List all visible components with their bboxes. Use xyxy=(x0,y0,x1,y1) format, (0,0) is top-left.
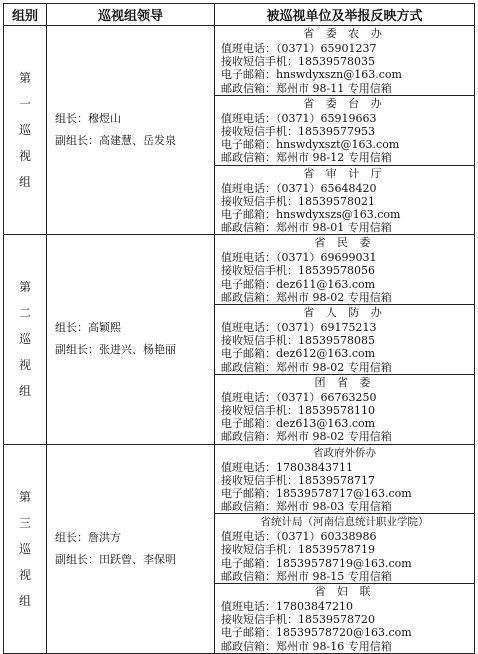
unit-name: 省 委 台 办 xyxy=(303,96,386,110)
inspected-units xyxy=(215,235,475,444)
postal-box: 邮政信箱：郑州市 98-15 专用信箱 xyxy=(221,569,392,583)
email-address[interactable]: 电子邮箱：dez612@163.com xyxy=(221,347,376,361)
unit-block xyxy=(215,235,474,305)
hotline-phone: 值班电话：（0371）69699031 xyxy=(221,251,377,265)
header-group: 组别 xyxy=(4,4,47,26)
sms-mobile: 接收短信手机：18539578085 xyxy=(221,334,375,348)
email-address[interactable]: 电子邮箱：hnswdyxszn@163.com xyxy=(221,68,402,82)
group-name-char: 组 xyxy=(18,175,31,190)
group-row xyxy=(4,235,475,444)
postal-box: 邮政信箱：郑州市 98-03 专用信箱 xyxy=(221,500,392,514)
sms-mobile: 接收短信手机：18539578056 xyxy=(221,264,375,278)
sms-mobile: 接收短信手机：18539578110 xyxy=(221,403,375,417)
group-leaders xyxy=(47,26,215,235)
email-address[interactable]: 电子邮箱：18539578720@163.com xyxy=(221,626,412,640)
header-units: 被巡视单位及举报反映方式 xyxy=(215,4,475,26)
group-name-char: 巡 xyxy=(18,332,31,347)
unit-block xyxy=(215,305,474,375)
group-name xyxy=(4,444,47,653)
hotline-phone: 值班电话：（0371）65901237 xyxy=(221,42,377,55)
inspection-table xyxy=(3,3,475,654)
group-leaders xyxy=(47,444,215,653)
email-address[interactable]: 电子邮箱：dez613@163.com xyxy=(221,417,376,431)
unit-block xyxy=(215,26,474,96)
email-address[interactable]: 电子邮箱：hnswdyxszt@163.com xyxy=(221,138,400,152)
sms-mobile: 接收短信手机：18539578021 xyxy=(221,194,375,208)
deputy-leader-names: 副组长：田跃曾、李保明 xyxy=(55,552,176,566)
hotline-phone: 值班电话：（0371）65919663 xyxy=(221,111,377,125)
group-name xyxy=(4,235,47,444)
sms-mobile: 接收短信手机：18539578719 xyxy=(221,543,375,557)
email-address[interactable]: 电子邮箱：dez611@163.com xyxy=(221,277,376,291)
unit-name: 省 委 农 办 xyxy=(303,27,386,40)
postal-box: 邮政信箱：郑州市 98-12 专用信箱 xyxy=(221,151,392,165)
header-leaders: 巡视组领导 xyxy=(47,4,215,26)
group-name-char: 第 xyxy=(18,71,31,86)
group-name-char: 组 xyxy=(18,593,31,608)
group-name-char: 巡 xyxy=(18,123,31,138)
leader-name: 组长：詹洪方 xyxy=(55,530,121,544)
unit-block xyxy=(215,584,474,653)
postal-box: 邮政信箱：郑州市 98-16 专用信箱 xyxy=(221,639,392,653)
email-address[interactable]: 电子邮箱：hnswdyxszs@163.com xyxy=(221,207,401,221)
inspected-units xyxy=(215,26,475,235)
hotline-phone: 值班电话：（0371）66763250 xyxy=(221,390,377,404)
sms-mobile: 接收短信手机：18539578035 xyxy=(221,55,375,69)
group-name-char: 视 xyxy=(18,149,31,164)
group-row xyxy=(4,26,475,235)
inspected-units xyxy=(215,444,475,653)
group-name-char: 一 xyxy=(18,97,31,112)
group-row xyxy=(4,444,475,653)
group-name-char: 二 xyxy=(18,306,31,321)
postal-box: 邮政信箱：郑州市 98-01 专用信箱 xyxy=(221,221,392,235)
header-row xyxy=(4,4,475,26)
unit-block xyxy=(215,96,474,166)
postal-box: 邮政信箱：郑州市 98-02 专用信箱 xyxy=(221,360,392,374)
group-name-char: 三 xyxy=(18,515,31,530)
deputy-leader-names: 副组长：高建慧、岳发泉 xyxy=(55,134,176,148)
group-name xyxy=(4,26,47,235)
deputy-leader-names: 副组长：张进兴、杨艳丽 xyxy=(55,343,176,357)
hotline-phone: 值班电话：17803847210 xyxy=(221,600,353,613)
unit-name: 省政府外侨办 xyxy=(313,446,376,459)
unit-name: 团 省 委 xyxy=(314,375,375,389)
hotline-phone: 值班电话：（0371）60338986 xyxy=(221,530,377,544)
group-name-char: 第 xyxy=(18,489,31,504)
unit-block xyxy=(215,375,474,444)
group-name-char: 第 xyxy=(18,280,31,295)
sms-mobile: 接收短信手机：18539577953 xyxy=(221,124,375,138)
group-name-char: 视 xyxy=(18,358,31,373)
unit-name: 省 民 委 xyxy=(314,236,375,250)
leader-name: 组长：高颖熙 xyxy=(55,321,121,335)
group-name-char: 视 xyxy=(18,567,31,582)
email-address[interactable]: 电子邮箱：18539578717@163.com xyxy=(221,486,412,500)
group-name-char: 组 xyxy=(18,384,31,399)
group-leaders xyxy=(47,235,215,444)
leader-name: 组长：穆煜山 xyxy=(55,112,121,126)
hotline-phone: 值班电话：（0371）65648420 xyxy=(221,181,377,195)
postal-box: 邮政信箱：郑州市 98-02 专用信箱 xyxy=(221,290,392,304)
unit-name: 省统计局（河南信息统计职业学院） xyxy=(260,516,429,529)
group-name-char: 巡 xyxy=(18,541,31,556)
hotline-phone: 值班电话：（0371）69175213 xyxy=(221,321,377,334)
unit-name: 省 人 防 办 xyxy=(303,306,386,319)
sms-mobile: 接收短信手机：18539578720 xyxy=(221,613,375,627)
postal-box: 邮政信箱：郑州市 98-02 专用信箱 xyxy=(221,430,392,444)
email-address[interactable]: 电子邮箱：18539578719@163.com xyxy=(221,556,412,570)
unit-block xyxy=(215,166,474,235)
postal-box: 邮政信箱：郑州市 98-11 专用信箱 xyxy=(221,81,392,95)
unit-name: 省 审 计 厅 xyxy=(303,166,386,180)
unit-name: 省 妇 联 xyxy=(314,585,375,598)
hotline-phone: 值班电话：17803843711 xyxy=(221,460,353,474)
unit-block xyxy=(215,445,474,515)
unit-block xyxy=(215,514,474,584)
sms-mobile: 接收短信手机：18539578717 xyxy=(221,473,375,487)
